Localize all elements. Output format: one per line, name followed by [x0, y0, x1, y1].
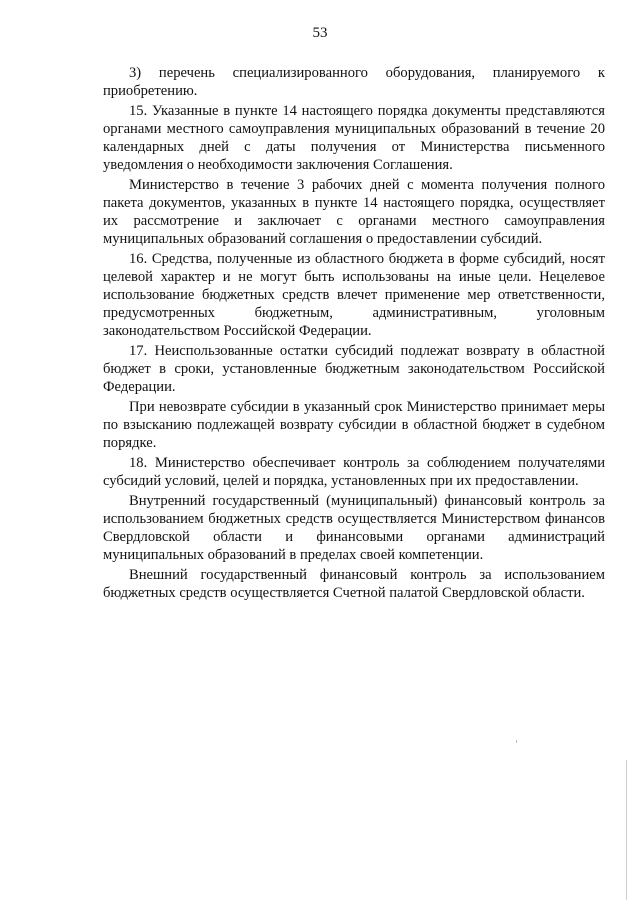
paragraph-item-16: 16. Средства, полученные из областного бюджета в форме субсидий, носят целевой характер и не могут быть использованы на иные цели. Нецелевое использование бюджетных средств влечет применение мер ответственности, предусмотренных бюджетным, административным, уголовным законодательством Российской Федерации.: [103, 251, 605, 339]
paragraph-internal-control: Внутренний государственный (муниципальный) финансовый контроль за использованием бюджетных средств осуществляется Министерством финансов Свердловской области и финансовыми органами администраций муниципальных образований в пределах своей компетенции.: [103, 493, 605, 563]
paragraph-equipment-list: 3) перечень специализированного оборудования, планируемого к приобретению.: [103, 65, 605, 99]
paragraph-ministry-review: Министерство в течение 3 рабочих дней с момента получения полного пакета документов, указанных в пункте 14 настоящего порядка, осуществляет их рассмотрение и заключает с органами местного самоуправления муниципальных образований соглашения о предоставлении субсидий.: [103, 177, 605, 247]
paragraph-non-return: При невозврате субсидии в указанный срок Министерство принимает меры по взысканию подлежащей возврату субсидии в областной бюджет в судебном порядке.: [103, 399, 605, 451]
document-body: [103, 64, 605, 604]
paragraph-external-control: Внешний государственный финансовый контроль за использованием бюджетных средств осуществляется Счетной палатой Свердловской области.: [103, 567, 605, 601]
paragraph-item-18: 18. Министерство обеспечивает контроль за соблюдением получателями субсидий условий, целей и порядка, установленных при их предоставлении.: [103, 455, 605, 489]
paragraph-item-15: 15. Указанные в пункте 14 настоящего порядка документы представляются органами местного самоуправления муниципальных образований в течение 20 календарных дней с даты получения от Министерства письменного уведомления о необходимости заключения Соглашения.: [103, 103, 605, 173]
scan-edge-line: [626, 760, 627, 900]
paragraph-item-17: 17. Неиспользованные остатки субсидий подлежат возврату в областной бюджет в сроки, установленные бюджетным законодательством Российской Федерации.: [103, 343, 605, 395]
page-number: 53: [312, 25, 328, 41]
scan-artifact: [516, 740, 517, 743]
